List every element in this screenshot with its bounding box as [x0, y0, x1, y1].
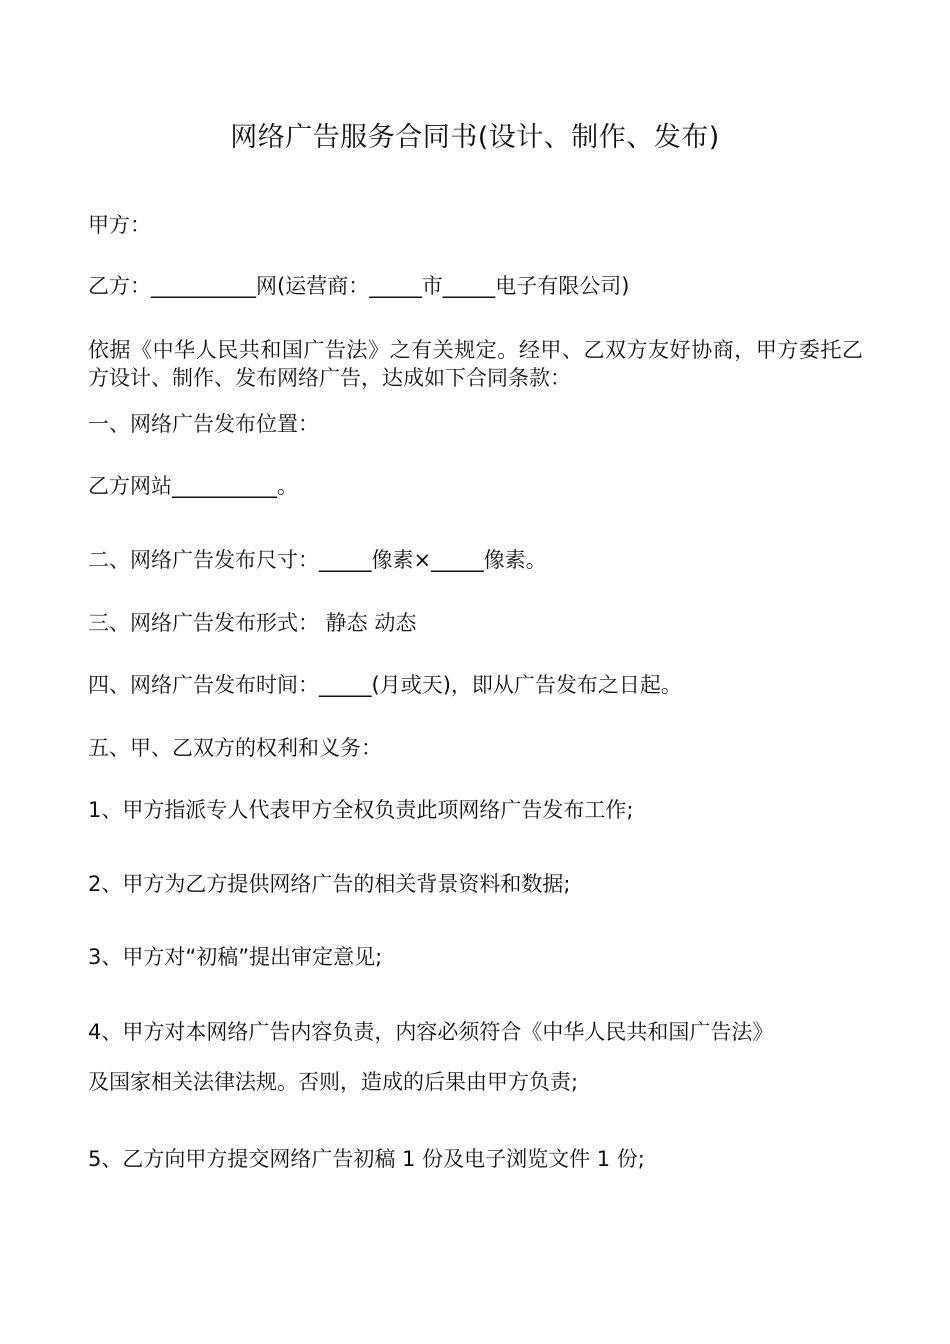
party-a-line: 甲方： — [88, 213, 151, 237]
section-5-heading: 五、甲、乙双方的权利和义务： — [88, 736, 382, 760]
section-2-size: 二、网络广告发布尺寸：_____像素×_____像素。 — [88, 548, 547, 572]
party-b-line: 乙方：__________网(运营商：_____市_____电子有限公司) — [88, 274, 630, 298]
section-3-format: 三、网络广告发布形式： 静态 动态 — [88, 611, 417, 635]
list-item-4-line-1: 4、甲方对本网络广告内容负责，内容必须符合《中华人民共和国广告法》 — [88, 1020, 774, 1044]
document-title: 网络广告服务合同书(设计、制作、发布) — [230, 122, 720, 153]
list-item-1: 1、甲方指派专人代表甲方全权负责此项网络广告发布工作; — [88, 798, 634, 822]
intro-paragraph: 依据《中华人民共和国广告法》之有关规定。经甲、乙双方友好协商，甲方委托乙方设计、制作、发布网络广告，达成如下合同条款： — [88, 338, 863, 390]
list-item-3: 3、甲方对“初稿”提出审定意见; — [88, 945, 383, 969]
section-1-heading: 一、网络广告发布位置： — [88, 412, 319, 436]
section-1-value: 乙方网站__________。 — [88, 474, 298, 498]
list-item-5: 5、乙方向甲方提交网络广告初稿 1 份及电子浏览文件 1 份; — [88, 1147, 645, 1171]
list-item-4-line-2: 及国家相关法律法规。否则，造成的后果由甲方负责; — [88, 1070, 579, 1094]
list-item-2: 2、甲方为乙方提供网络广告的相关背景资料和数据; — [88, 872, 571, 896]
section-4-time: 四、网络广告发布时间：_____(月或天)，即从广告发布之日起。 — [88, 673, 682, 697]
